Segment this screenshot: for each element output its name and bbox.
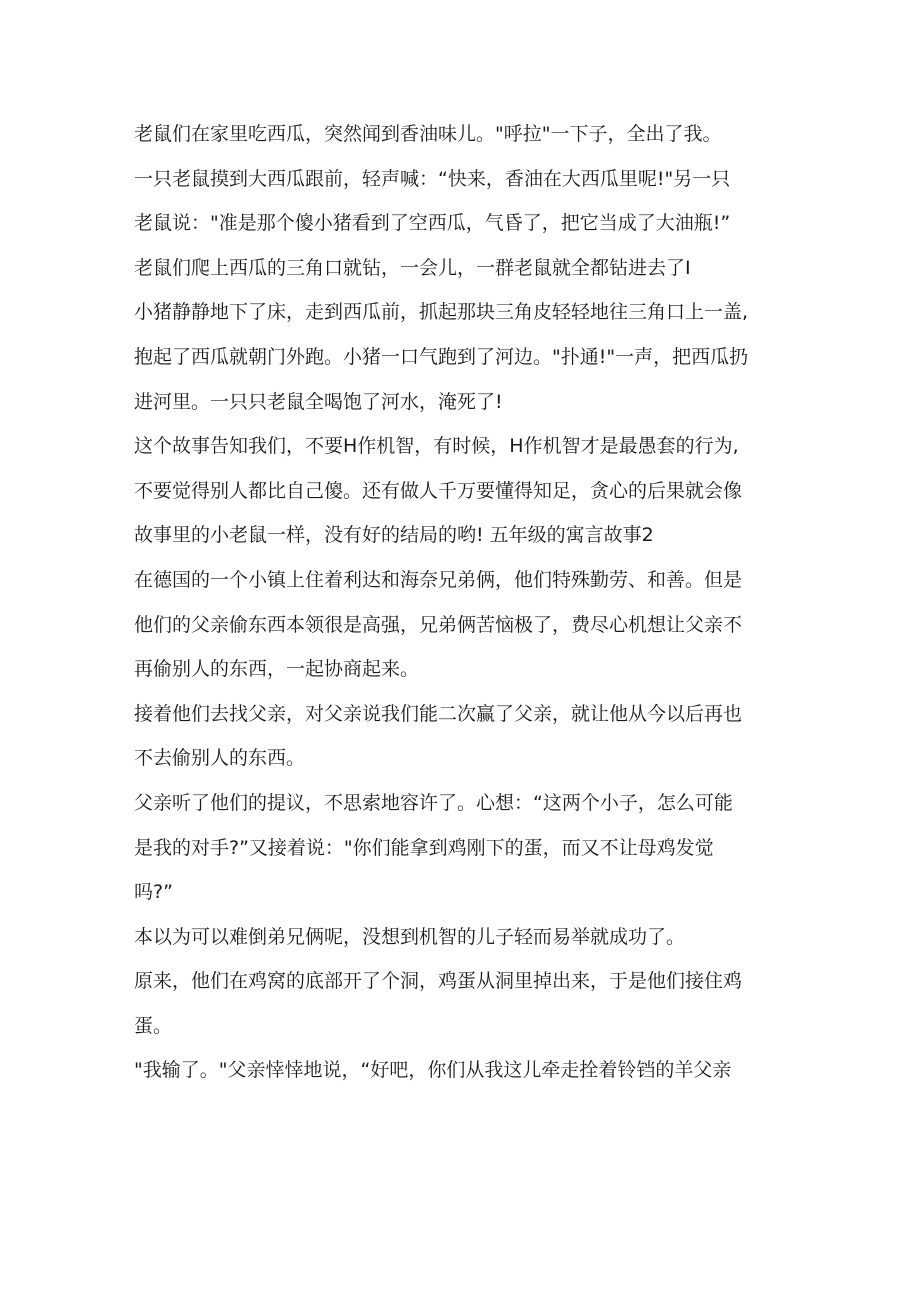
text-line: 父亲听了他们的提议，不思索地容许了。心想：“这两个小子，怎么可能	[134, 791, 733, 814]
text-line: 小猪静静地下了床，走到西瓜前，抓起那块三角皮轻轻地往三角口上一盖,	[134, 301, 749, 324]
text-line: 不要觉得别人都比自己傻。还有做人千万要懂得知足，贪心的后果就会像	[134, 479, 743, 502]
text-line: 接着他们去找父亲，对父亲说我们能二次赢了父亲，就让他从今以后再也	[134, 702, 743, 725]
text-line: 老鼠们在家里吃西瓜，突然闻到香油味儿。"呼拉"一下子，全出了我。	[134, 123, 722, 145]
text-line: 他们的父亲偷东西本领很是高强，兄弟俩苦恼极了，费尽心机想让父亲不	[134, 613, 743, 636]
text-line: 抱起了西瓜就朝门外跑。小猪一口气跑到了河边。"扑通!"一声，把西瓜扔	[134, 345, 749, 368]
text-line: 故事里的小老鼠一样，没有好的结局的哟! 五年级的寓言故事2	[134, 524, 654, 547]
text-line: 蛋。	[134, 1014, 173, 1037]
text-line: 本以为可以难倒弟兄俩呢，没想到机智的儿子轻而易举就成功了。	[134, 925, 686, 948]
text-line: 原来，他们在鸡窝的底部开了个洞，鸡蛋从洞里掉出来，于是他们接住鸡	[134, 970, 743, 993]
text-line: 老鼠说："准是那个傻小猪看到了空西瓜，气昏了，把它当成了大油瓶!”	[134, 212, 731, 235]
text-line: "我输了。"父亲悻悻地说，“好吧，你们从我这儿牵走拴着铃铛的羊父亲	[134, 1059, 732, 1082]
text-line: 在德国的一个小镇上住着利达和海奈兄弟俩，他们特殊勤劳、和善。但是	[134, 568, 743, 591]
text-line: 老鼠们爬上西瓜的三角口就钻，一会儿，一群老鼠就全都钻进去了I	[134, 256, 691, 279]
text-line: 进河里。一只只老鼠全喝饱了河水，淹死了!	[134, 390, 503, 413]
text-line: 这个故事告知我们，不要H作机智，有时候，H作机智才是最愚套的行为,	[134, 435, 739, 458]
document-body	[134, 112, 794, 1093]
text-line: 吗?”	[134, 881, 173, 904]
text-line: 是我的对手?”又接着说："你们能拿到鸡刚下的蛋，而又不让母鸡发觉	[134, 836, 714, 859]
text-line: 不去偷别人的东西。	[134, 747, 306, 770]
text-line: 一只老鼠摸到大西瓜跟前，轻声喊：“快来，香油在大西瓜里呢!"另一只	[134, 167, 731, 190]
text-line: 再偷别人的东西，一起协商起来。	[134, 658, 420, 681]
